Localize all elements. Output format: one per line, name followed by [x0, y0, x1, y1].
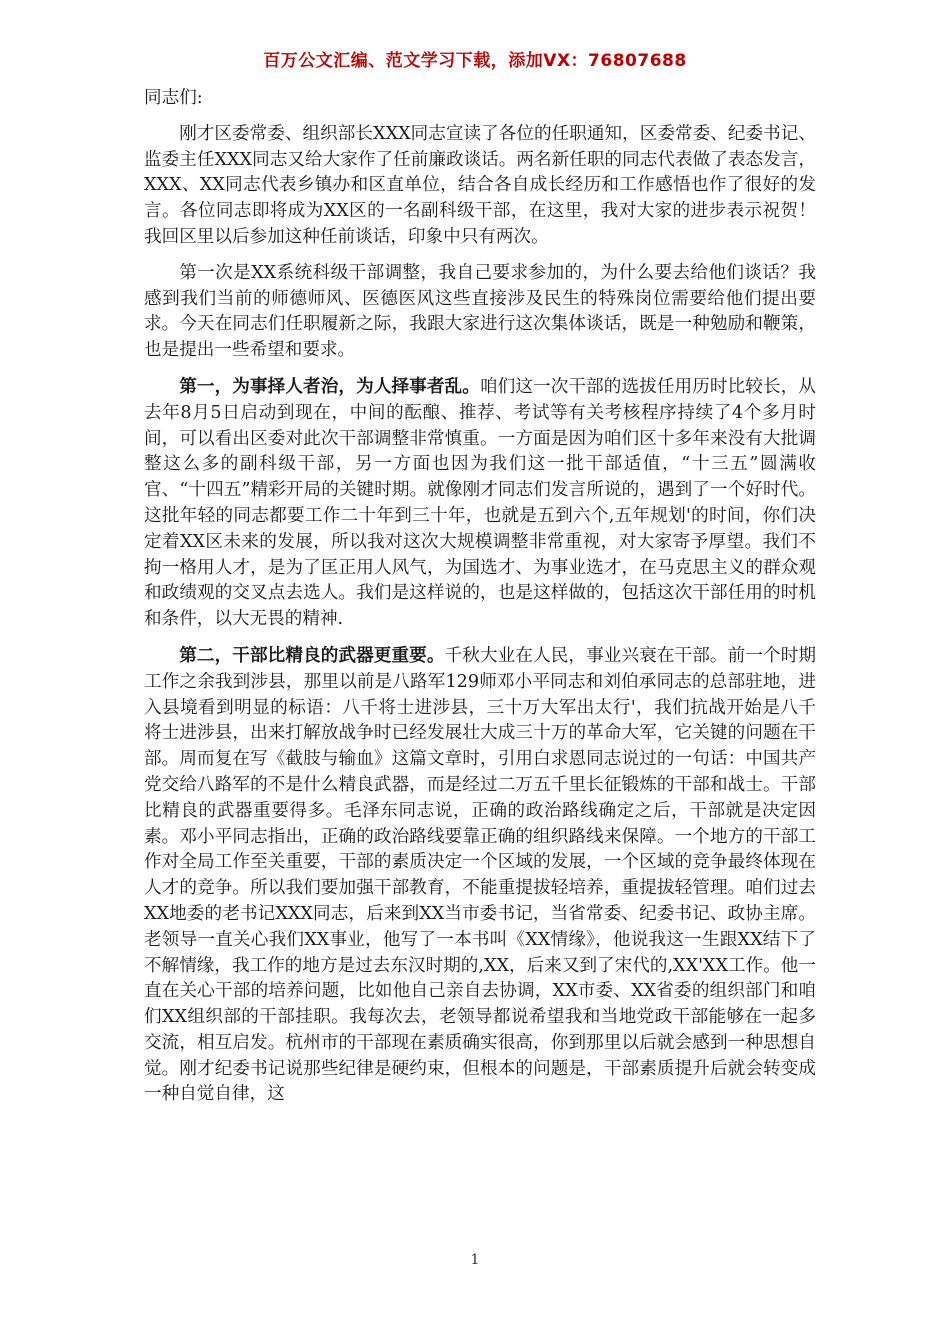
- paragraph-heading: 第二，干部比精良的武器更重要。: [179, 644, 445, 666]
- paragraph-2: [144, 261, 816, 364]
- paragraph-text: 咱们这一次干部的选拔任用历时比较长，从去年8月5日启动到现在，中间的酝酿、推荐、考试等有关考核程序持续了4个多月时间，可以看出区委对此次干部调整非常慎重。一方面是因为咱们区十多年来没有大批调整这么多的副科级干部，另一方面也因为我们这一批干部适值，“十三五”圆满收官、“十四五”精彩开局的关键时期。就像刚才同志们发言所说的，遇到了一个好时代。这批年轻的同志都要工作二十年到三十年，也就是五到六个,五年规划'的时间，你们决定着XX区未来的发展，所以我对这次大规模调整非常重视，对大家寄予厚望。我们不拘一格用人才，是为了匡正用人风气，为国选才、为事业选才，在马克思主义的群众观和政绩观的交叉点去选人。我们是这样说的，也是这样做的，包括这次干部任用的时机和条件，以大无畏的精神.: [144, 376, 816, 630]
- document-body: [144, 86, 816, 1118]
- page-number: 1: [470, 1252, 480, 1268]
- paragraph-text: 千秋大业在人民，事业兴衰在干部。前一个时期工作之余我到涉县，那里以前是八路军129师邓小平同志和刘伯承同志的总部驻地，进入县境看到明显的标语：八千将士进涉县，三十万大军出太行'，我们抗战开始是八千将士进涉县，出来打解放战争时已经发展壮大成三十万的革命大军，它关键的问题在干部。周而复在写《截肢与输血》这篇文章时，引用白求恩同志说过的一句话：中国共产党交给八路军的不是什么精良武器，而是经过二万五千里长征锻炼的干部和战士。干部比精良的武器重要得多。毛泽东同志说，正确的政治路线确定之后，干部就是决定因素。邓小平同志指出，正确的政治路线要靠正确的组织路线来保障。一个地方的干部工作对全局工作至关重要，干部的素质决定一个区域的发展，一个区域的竞争最终体现在人才的竞争。所以我们要加强干部教育，不能重提拔轻培养，重提拔轻管理。咱们过去XX地委的老书记XXX同志，后来到XX当市委书记，当省常委、纪委书记、政协主席。老领导一直关心我们XX事业，他写了一本书叫《XX情缘》，他说我这一生跟XX结下了不解情缘，我工作的地方是过去东汉时期的,XX，后来又到了宋代的,XX'XX工作。他一直在关心干部的培养问题，比如他自己亲自去协调，XX市委、XX省委的组织部门和咱们XX组织部的干部挂职。我每次去，老领导都说希望我和当地党政干部能够在一起多交流，相互启发。杭州市的干部现在素质确实很高，你到那里以后就会感到一种思想自觉。刚才纪委书记说那些纪律是硬约束，但根本的问题是，干部素质提升后就会转变成一种自觉自律，这: [144, 645, 816, 1105]
- paragraph-text: 刚才区委常委、组织部长XXX同志宣读了各位的任职通知，区委常委、纪委书记、监委主任XXX同志又给大家作了任前廉政谈话。两名新任职的同志代表做了表态发言，XXX、XX同志代表乡镇办和区直单位，结合各自成长经历和工作感悟也作了很好的发言。各位同志即将成为XX区的一名副科级干部，在这里，我对大家的进步表示祝贺！我回区里以后参加这种任前谈话，印象中只有两次。: [144, 123, 816, 247]
- paragraph-heading: 第一，为事择人者治，为人择事者乱。: [179, 375, 480, 397]
- paragraph-3: [144, 374, 816, 633]
- paragraph-1: [144, 122, 816, 251]
- salutation: 同志们:: [144, 88, 203, 108]
- paragraph-text: 第一次是XX系统科级干部调整，我自己要求参加的，为什么要去给他们谈话？我感到我们当前的师德师风、医德医风这些直接涉及民生的特殊岗位需要给他们提出要求。今天在同志们任职履新之际，我跟大家进行这次集体谈话，既是一种勉励和鞭策，也是提出一些希望和要求。: [144, 262, 816, 361]
- watermark-header: 百万公文汇编、范文学习下载，添加VX：76807688: [263, 51, 687, 71]
- paragraph-4: [144, 643, 816, 1108]
